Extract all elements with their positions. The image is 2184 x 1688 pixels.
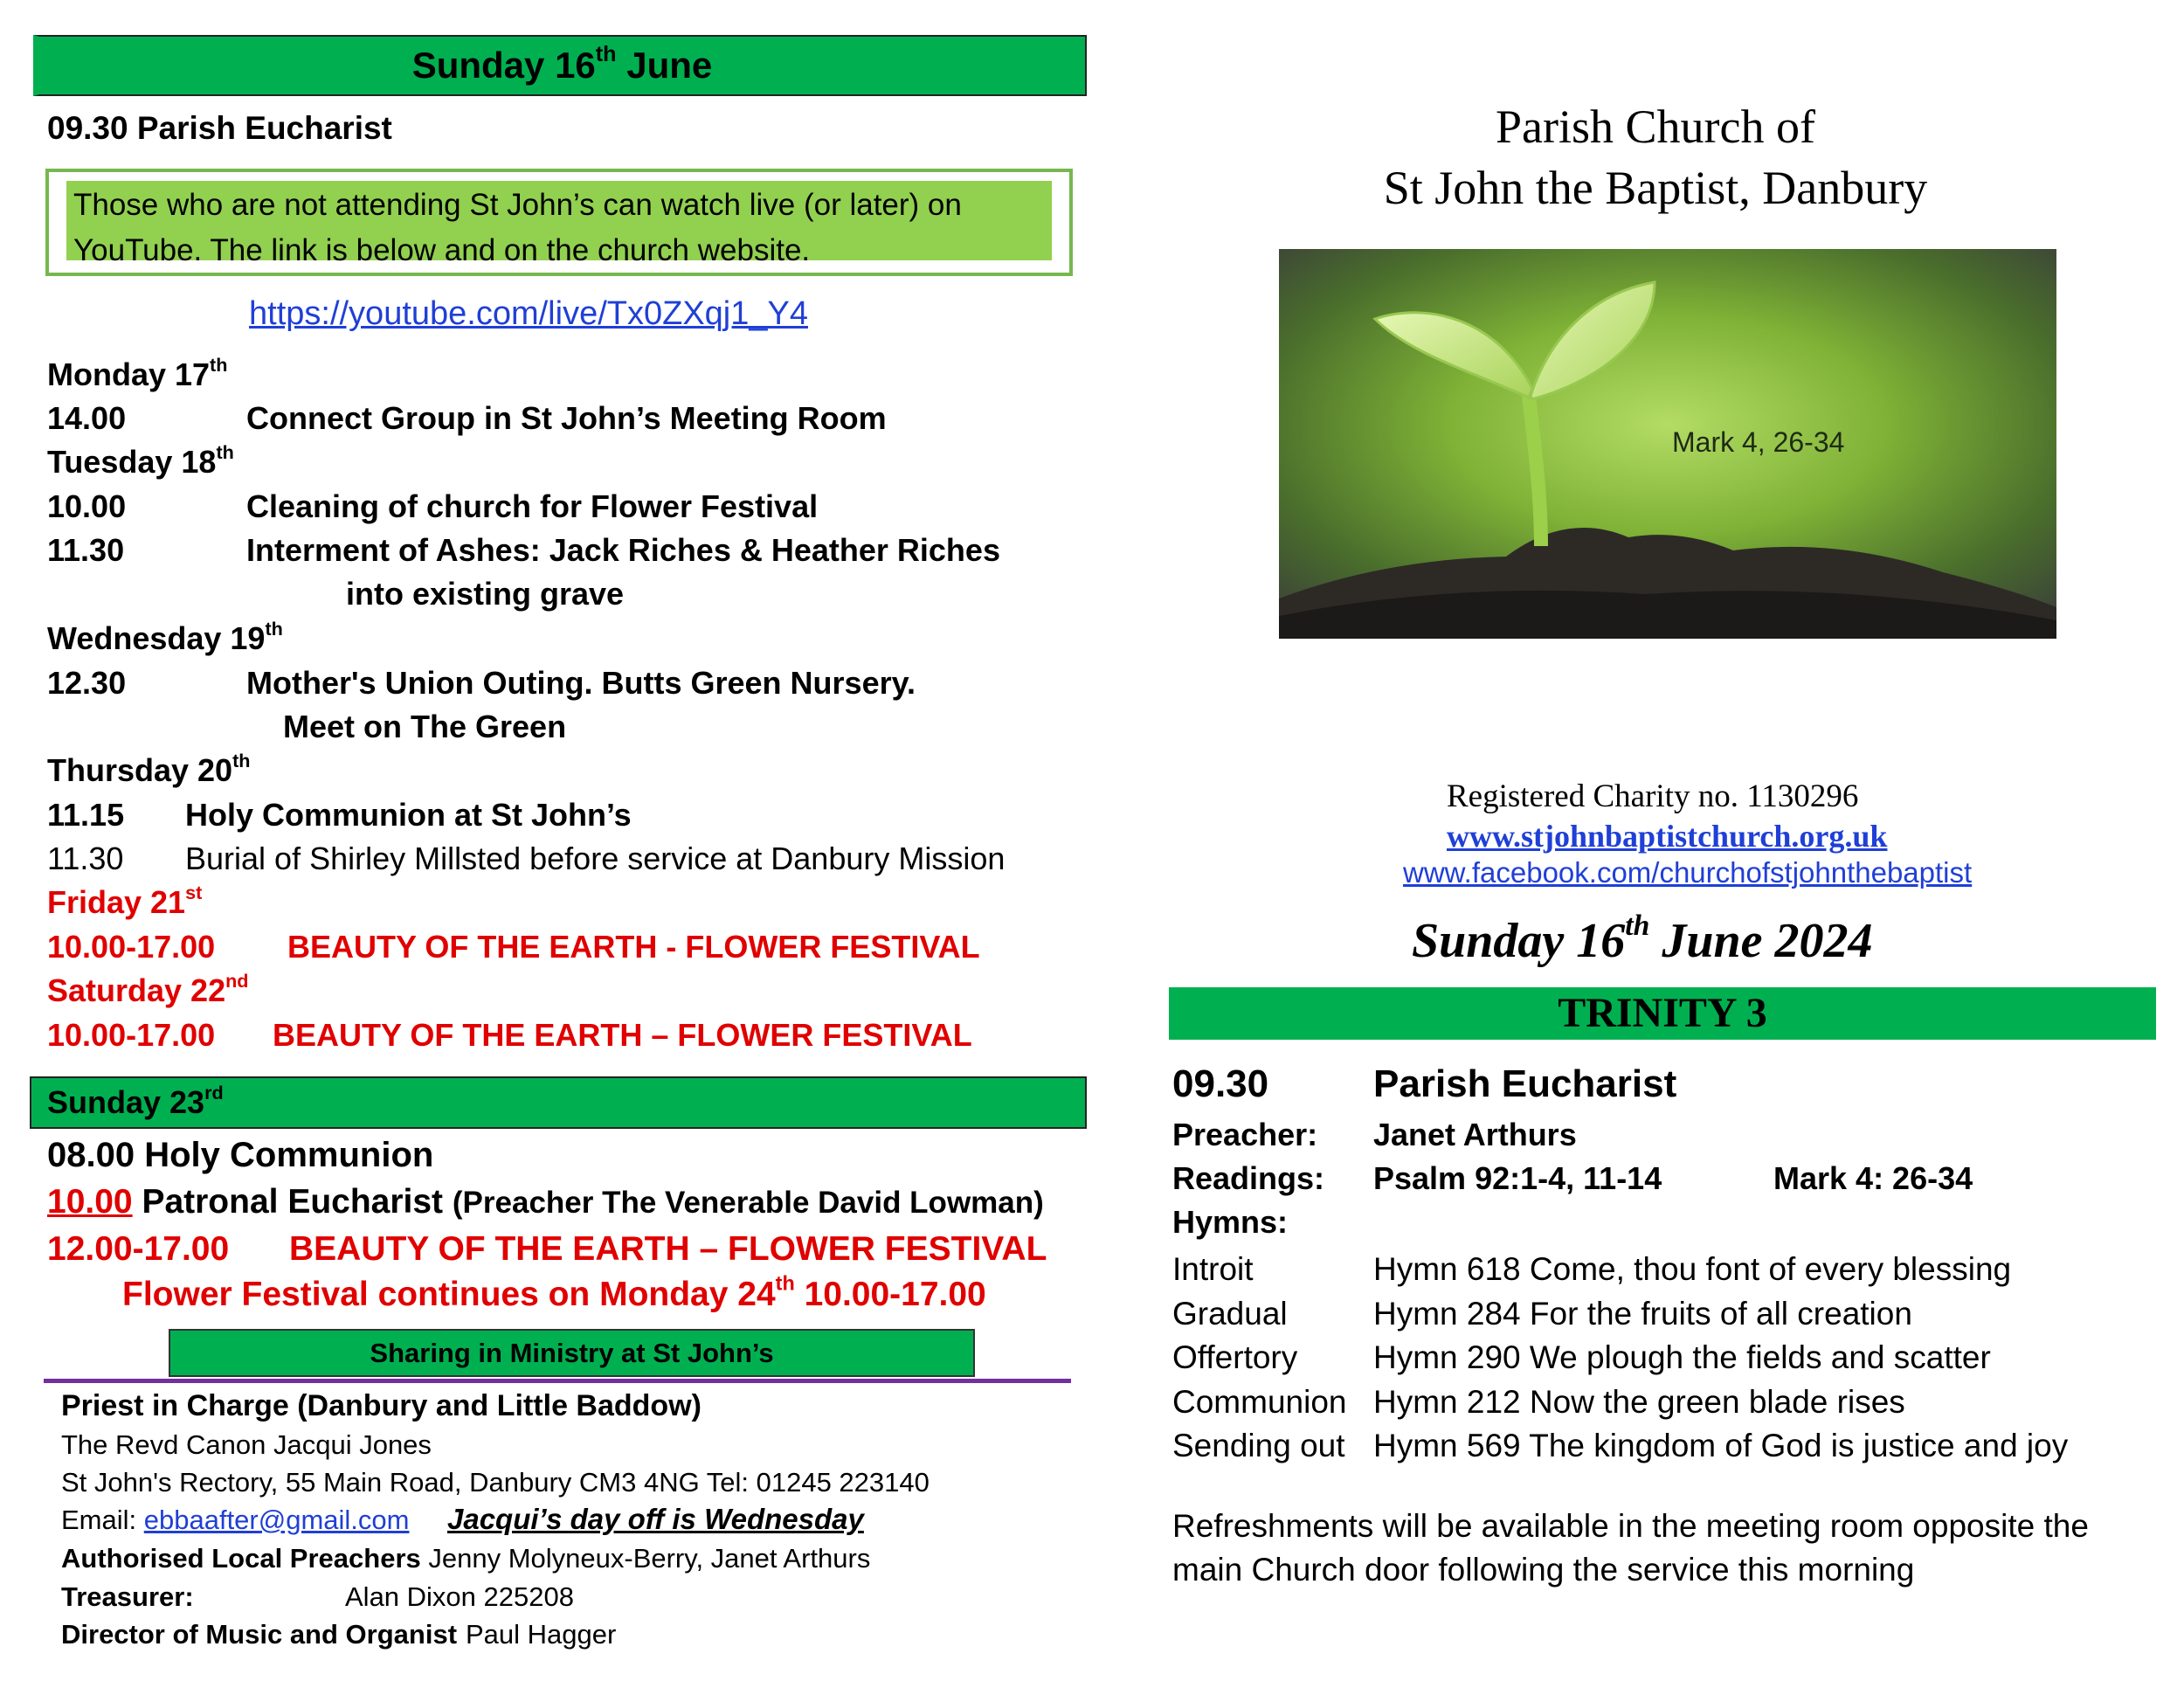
preachers-row: Authorised Local Preachers Jenny Molyneux-Berry, Janet Arthurs bbox=[61, 1543, 871, 1574]
event-time: 12.00-17.00 bbox=[47, 1230, 230, 1268]
readings-label: Readings: bbox=[1172, 1160, 1325, 1196]
refreshments-line-2: main Church door following the service this morning bbox=[1172, 1552, 1915, 1588]
hymn-part: Gradual bbox=[1172, 1295, 1288, 1332]
event-time: 12.30 bbox=[47, 665, 127, 701]
treasurer-row: Treasurer: Alan Dixon 225208 bbox=[61, 1581, 574, 1612]
event-time: 14.00 bbox=[47, 400, 127, 436]
event-time: 11.30 bbox=[47, 841, 124, 876]
event-desc: Interment of Ashes: Jack Riches & Heather Riches bbox=[246, 532, 1000, 568]
banner-title: Sunday 16th June bbox=[411, 42, 713, 86]
youtube-note-box bbox=[45, 169, 1073, 276]
day-tuesday: Tuesday 18th bbox=[47, 440, 234, 480]
order-time: 09.30 bbox=[1172, 1062, 1269, 1105]
image-caption: Mark 4, 26-34 bbox=[1672, 426, 1845, 458]
music-row: Director of Music and Organist Paul Hagger bbox=[61, 1619, 617, 1650]
event-continuation: into existing grave bbox=[346, 576, 625, 612]
youtube-note: Those who are not attending St John’s can watch live (or later) on YouTube. The link is below and on the church website. bbox=[73, 188, 962, 267]
email-row: Email: ebbaafter@gmail.com bbox=[61, 1505, 410, 1535]
priest-name: The Revd Canon Jacqui Jones bbox=[61, 1429, 432, 1460]
hymn-part: Offertory bbox=[1172, 1339, 1298, 1375]
event-desc: Connect Group in St John’s Meeting Room bbox=[246, 400, 887, 436]
day-thursday: Thursday 20th bbox=[47, 749, 251, 788]
event-desc: BEAUTY OF THE EARTH – FLOWER FESTIVAL bbox=[289, 1230, 1047, 1268]
day-wednesday: Wednesday 19th bbox=[47, 617, 283, 656]
preacher-label: Preacher: bbox=[1172, 1117, 1318, 1152]
service-date: Sunday 16th June 2024 bbox=[1412, 909, 1873, 968]
trinity-banner: TRINITY 3 bbox=[1169, 987, 2156, 1040]
hymn-part: Sending out bbox=[1172, 1428, 1345, 1463]
event-time: 11.30 bbox=[47, 532, 125, 568]
day-saturday: Saturday 22nd bbox=[47, 969, 249, 1008]
preacher-name: Janet Arthurs bbox=[1373, 1117, 1577, 1152]
email-link[interactable]: ebbaafter@gmail.com bbox=[143, 1505, 410, 1535]
refreshments-note bbox=[1172, 1505, 2089, 1592]
church-name bbox=[1310, 96, 2001, 218]
day-off: Jacqui’s day off is Wednesday bbox=[447, 1503, 864, 1535]
sunday23-line1: 08.00 Holy Communion bbox=[47, 1136, 434, 1174]
hymn-title: Hymn 618 Come, thou font of every blessing bbox=[1373, 1251, 2012, 1287]
youtube-link[interactable]: https://youtube.com/live/Tx0ZXqj1_Y4 bbox=[249, 295, 808, 332]
sunday23-line4: Flower Festival continues on Monday 24th 10.00-17.00 bbox=[122, 1271, 986, 1313]
day-friday: Friday 21st bbox=[47, 881, 203, 920]
church-name-line2: St John the Baptist, Danbury bbox=[1383, 162, 1928, 214]
sunday23-line2: 10.00 Patronal Eucharist (Preacher The Venerable David Lowman) bbox=[47, 1183, 1044, 1221]
hymn-title: Hymn 284 For the fruits of all creation bbox=[1373, 1295, 1912, 1332]
reading-2: Mark 4: 26-34 bbox=[1773, 1160, 1973, 1196]
purple-rule bbox=[44, 1379, 1071, 1383]
banner-title: Sunday 23rd bbox=[47, 1081, 224, 1120]
event-time: 10.00-17.00 bbox=[47, 929, 216, 965]
ministry-banner bbox=[169, 1329, 975, 1377]
hymn-part: Communion bbox=[1172, 1383, 1347, 1420]
hymn-part: Introit bbox=[1172, 1251, 1254, 1287]
priest-title: Priest in Charge (Danbury and Little Baddow) bbox=[61, 1389, 702, 1422]
event-desc: Mother's Union Outing. Butts Green Nursery. bbox=[246, 665, 916, 701]
sunday-16-banner bbox=[33, 35, 1087, 96]
hymn-title: Hymn 569 The kingdom of God is justice and joy bbox=[1373, 1428, 2069, 1463]
refreshments-line-1: Refreshments will be available in the meeting room opposite the bbox=[1172, 1508, 2089, 1544]
event-time: 11.15 bbox=[47, 797, 125, 833]
event-desc: Burial of Shirley Millsted before service at Danbury Mission bbox=[185, 841, 1006, 876]
event-desc: Holy Communion at St John’s bbox=[185, 797, 632, 833]
facebook-link[interactable]: www.facebook.com/churchofstjohnthebaptist bbox=[1403, 856, 1973, 889]
order-service: Parish Eucharist bbox=[1373, 1062, 1677, 1105]
ministry-banner-label: Sharing in Ministry at St John’s bbox=[370, 1337, 774, 1368]
event-continuation: Meet on The Green bbox=[283, 709, 567, 744]
event-time: 10.00-17.00 bbox=[47, 1017, 216, 1053]
main-service: 09.30 Parish Eucharist bbox=[47, 110, 392, 146]
seedling-illustration bbox=[1279, 249, 2056, 639]
event-desc: BEAUTY OF THE EARTH – FLOWER FESTIVAL bbox=[273, 1017, 972, 1053]
seedling-photo bbox=[1279, 249, 2056, 639]
event-time: 10.00 bbox=[47, 488, 127, 524]
hymn-title: Hymn 290 We plough the fields and scatter bbox=[1373, 1339, 1991, 1375]
event-desc: BEAUTY OF THE EARTH - FLOWER FESTIVAL bbox=[287, 929, 980, 965]
charity-number: Registered Charity no. 1130296 bbox=[1447, 778, 1859, 814]
church-name-line1: Parish Church of bbox=[1496, 100, 1815, 153]
day-monday: Monday 17th bbox=[47, 353, 228, 392]
website-link[interactable]: www.stjohnbaptistchurch.org.uk bbox=[1447, 819, 1888, 854]
sunday-23-banner bbox=[30, 1076, 1087, 1129]
reading-1: Psalm 92:1-4, 11-14 bbox=[1373, 1160, 1662, 1196]
hymn-title: Hymn 212 Now the green blade rises bbox=[1373, 1383, 1905, 1420]
event-desc: Cleaning of church for Flower Festival bbox=[246, 488, 819, 524]
hymns-label: Hymns: bbox=[1172, 1204, 1289, 1240]
event-time: 10.00 bbox=[47, 1183, 133, 1221]
rectory-address: St John's Rectory, 55 Main Road, Danbury CM3 4NG Tel: 01245 223140 bbox=[61, 1467, 930, 1498]
